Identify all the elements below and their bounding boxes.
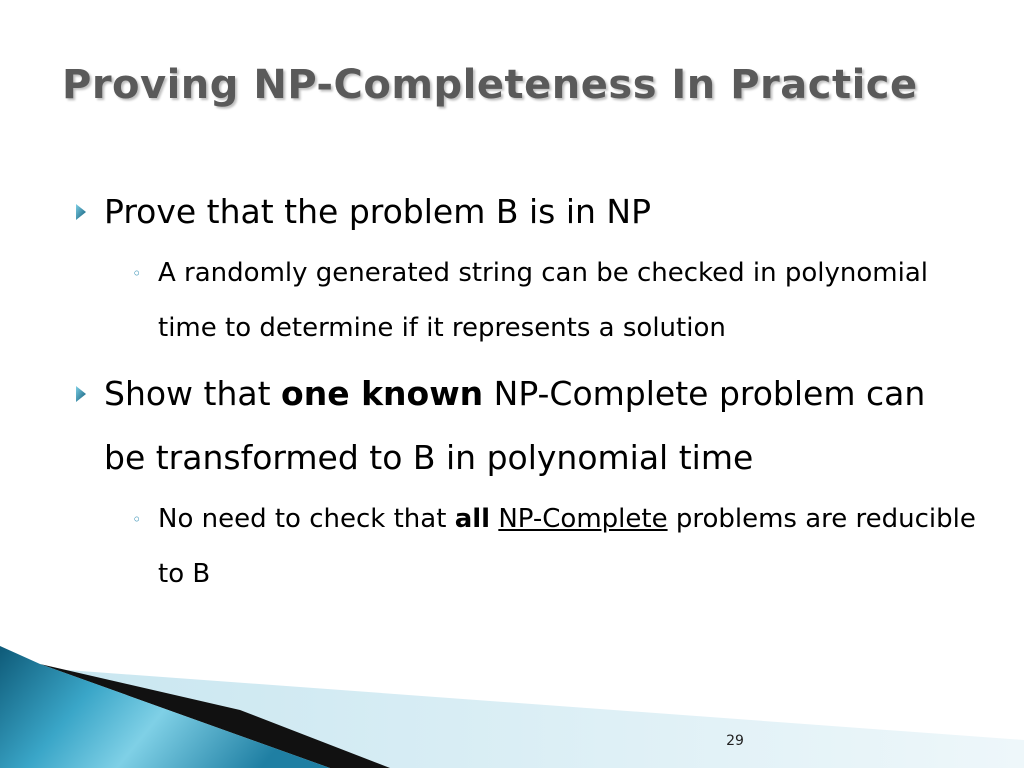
bullet-1-sub-text: A randomly generated string can be checked in polynomial time to determine if it represents a solution: [158, 258, 928, 343]
triangle-right-icon: [76, 180, 90, 244]
bullet-2-sub-underline: NP-Complete: [498, 504, 668, 534]
bullet-2: [76, 362, 976, 490]
bullet-2-sub-pre: No need to check that: [158, 504, 455, 534]
page-number: 29: [726, 733, 744, 749]
bullet-2-text-pre: Show that: [104, 374, 282, 413]
bullet-2-text-bold: one known: [281, 374, 484, 413]
bullet-2-sub-bold: all: [454, 504, 491, 534]
triangle-right-icon-shape: [76, 386, 86, 402]
triangle-right-icon: [76, 362, 90, 426]
bullet-1: [76, 180, 976, 244]
bullet-2-text-post: NP-Complete problem can be transformed to B in polynomial time: [104, 374, 926, 477]
ring-bullet-icon: ◦: [132, 510, 142, 529]
slide-content: [76, 180, 976, 608]
bullet-1-sub: [132, 246, 976, 356]
bullet-2-sub-post: problems are reducible to B: [158, 504, 976, 589]
bullet-1-text: Prove that the problem B is in NP: [104, 192, 651, 231]
slide-title: Proving NP-Completeness In Practice: [62, 62, 918, 108]
triangle-right-icon-shape: [76, 204, 86, 220]
decorative-swoosh: [0, 640, 1024, 768]
ring-bullet-icon: ◦: [132, 264, 142, 283]
bullet-2-sub: [132, 492, 976, 602]
